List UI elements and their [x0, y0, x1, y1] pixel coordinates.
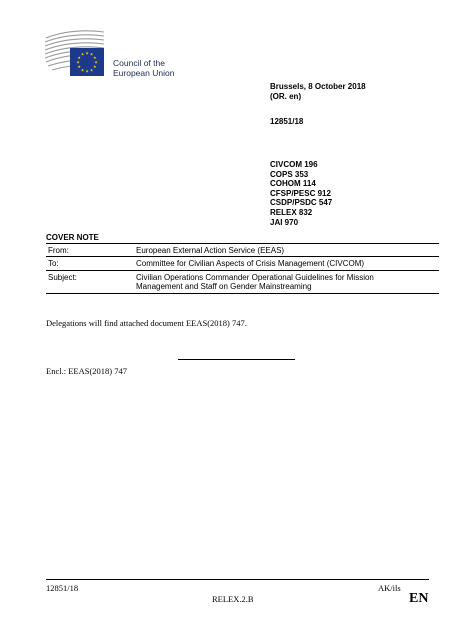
svg-text:★: ★ — [93, 55, 97, 60]
table-row — [46, 257, 439, 270]
subject-label: Subject: — [46, 270, 134, 293]
footer-department: RELEX.2.B — [212, 594, 254, 604]
table-row — [46, 244, 439, 257]
svg-text:★: ★ — [77, 64, 81, 69]
from-label: From: — [46, 244, 134, 257]
document-date: Brussels, 8 October 2018 — [270, 82, 366, 91]
svg-text:★: ★ — [80, 67, 85, 73]
code-civcom: CIVCOM 196 — [270, 160, 318, 169]
code-cohom: COHOM 114 — [270, 179, 316, 189]
code-csdp: CSDP/PSDC 547 — [270, 198, 333, 208]
signature-divider — [178, 359, 295, 360]
svg-text:★: ★ — [76, 59, 80, 65]
original-language: (OR. en) — [270, 91, 302, 101]
eu-council-logo — [42, 26, 112, 80]
cover-note-title: COVER NOTE — [46, 233, 99, 242]
svg-text:★: ★ — [94, 59, 98, 65]
subject-line2: Management and Staff on Gender Mainstreaming — [136, 282, 312, 292]
footer-doc-ref: 12851/18 — [46, 583, 79, 593]
classification-codes — [270, 160, 332, 227]
org-name-line1: Council of the — [113, 58, 165, 68]
org-name-line2: European Union — [113, 68, 175, 78]
enclosure-note: Encl.: EEAS(2018) 747 — [46, 366, 127, 376]
subject-line1: Civilian Operations Commander Operational Guidelines for Mission — [136, 272, 374, 282]
table-row — [46, 270, 439, 293]
svg-text:★: ★ — [77, 55, 81, 60]
code-cfsp: CFSP/PESC 912 — [270, 188, 331, 198]
code-cops: COPS 353 — [270, 169, 309, 179]
subject-value — [134, 270, 439, 293]
footer-author: AK/ils — [378, 583, 401, 593]
svg-text:★: ★ — [89, 67, 94, 73]
cover-note-table — [46, 243, 439, 294]
code-relex: RELEX 832 — [270, 207, 313, 217]
code-jai: JAI 970 — [270, 217, 299, 227]
organization-name — [113, 58, 174, 78]
footer-divider — [46, 579, 429, 580]
body-text: Delegations will find attached document EEAS(2018) 747. — [46, 318, 247, 328]
svg-text:★: ★ — [85, 68, 89, 74]
svg-text:★: ★ — [89, 51, 94, 57]
footer-language: EN — [409, 591, 429, 606]
document-date-block — [270, 82, 366, 101]
to-label: To: — [46, 257, 134, 270]
from-value: European External Action Service (EEAS) — [134, 244, 439, 257]
svg-text:★: ★ — [80, 51, 85, 57]
to-value: Committee for Civilian Aspects of Crisis Management (CIVCOM) — [134, 257, 439, 270]
svg-text:★: ★ — [93, 64, 97, 69]
svg-text:★: ★ — [85, 50, 89, 56]
document-number: 12851/18 — [270, 117, 304, 126]
